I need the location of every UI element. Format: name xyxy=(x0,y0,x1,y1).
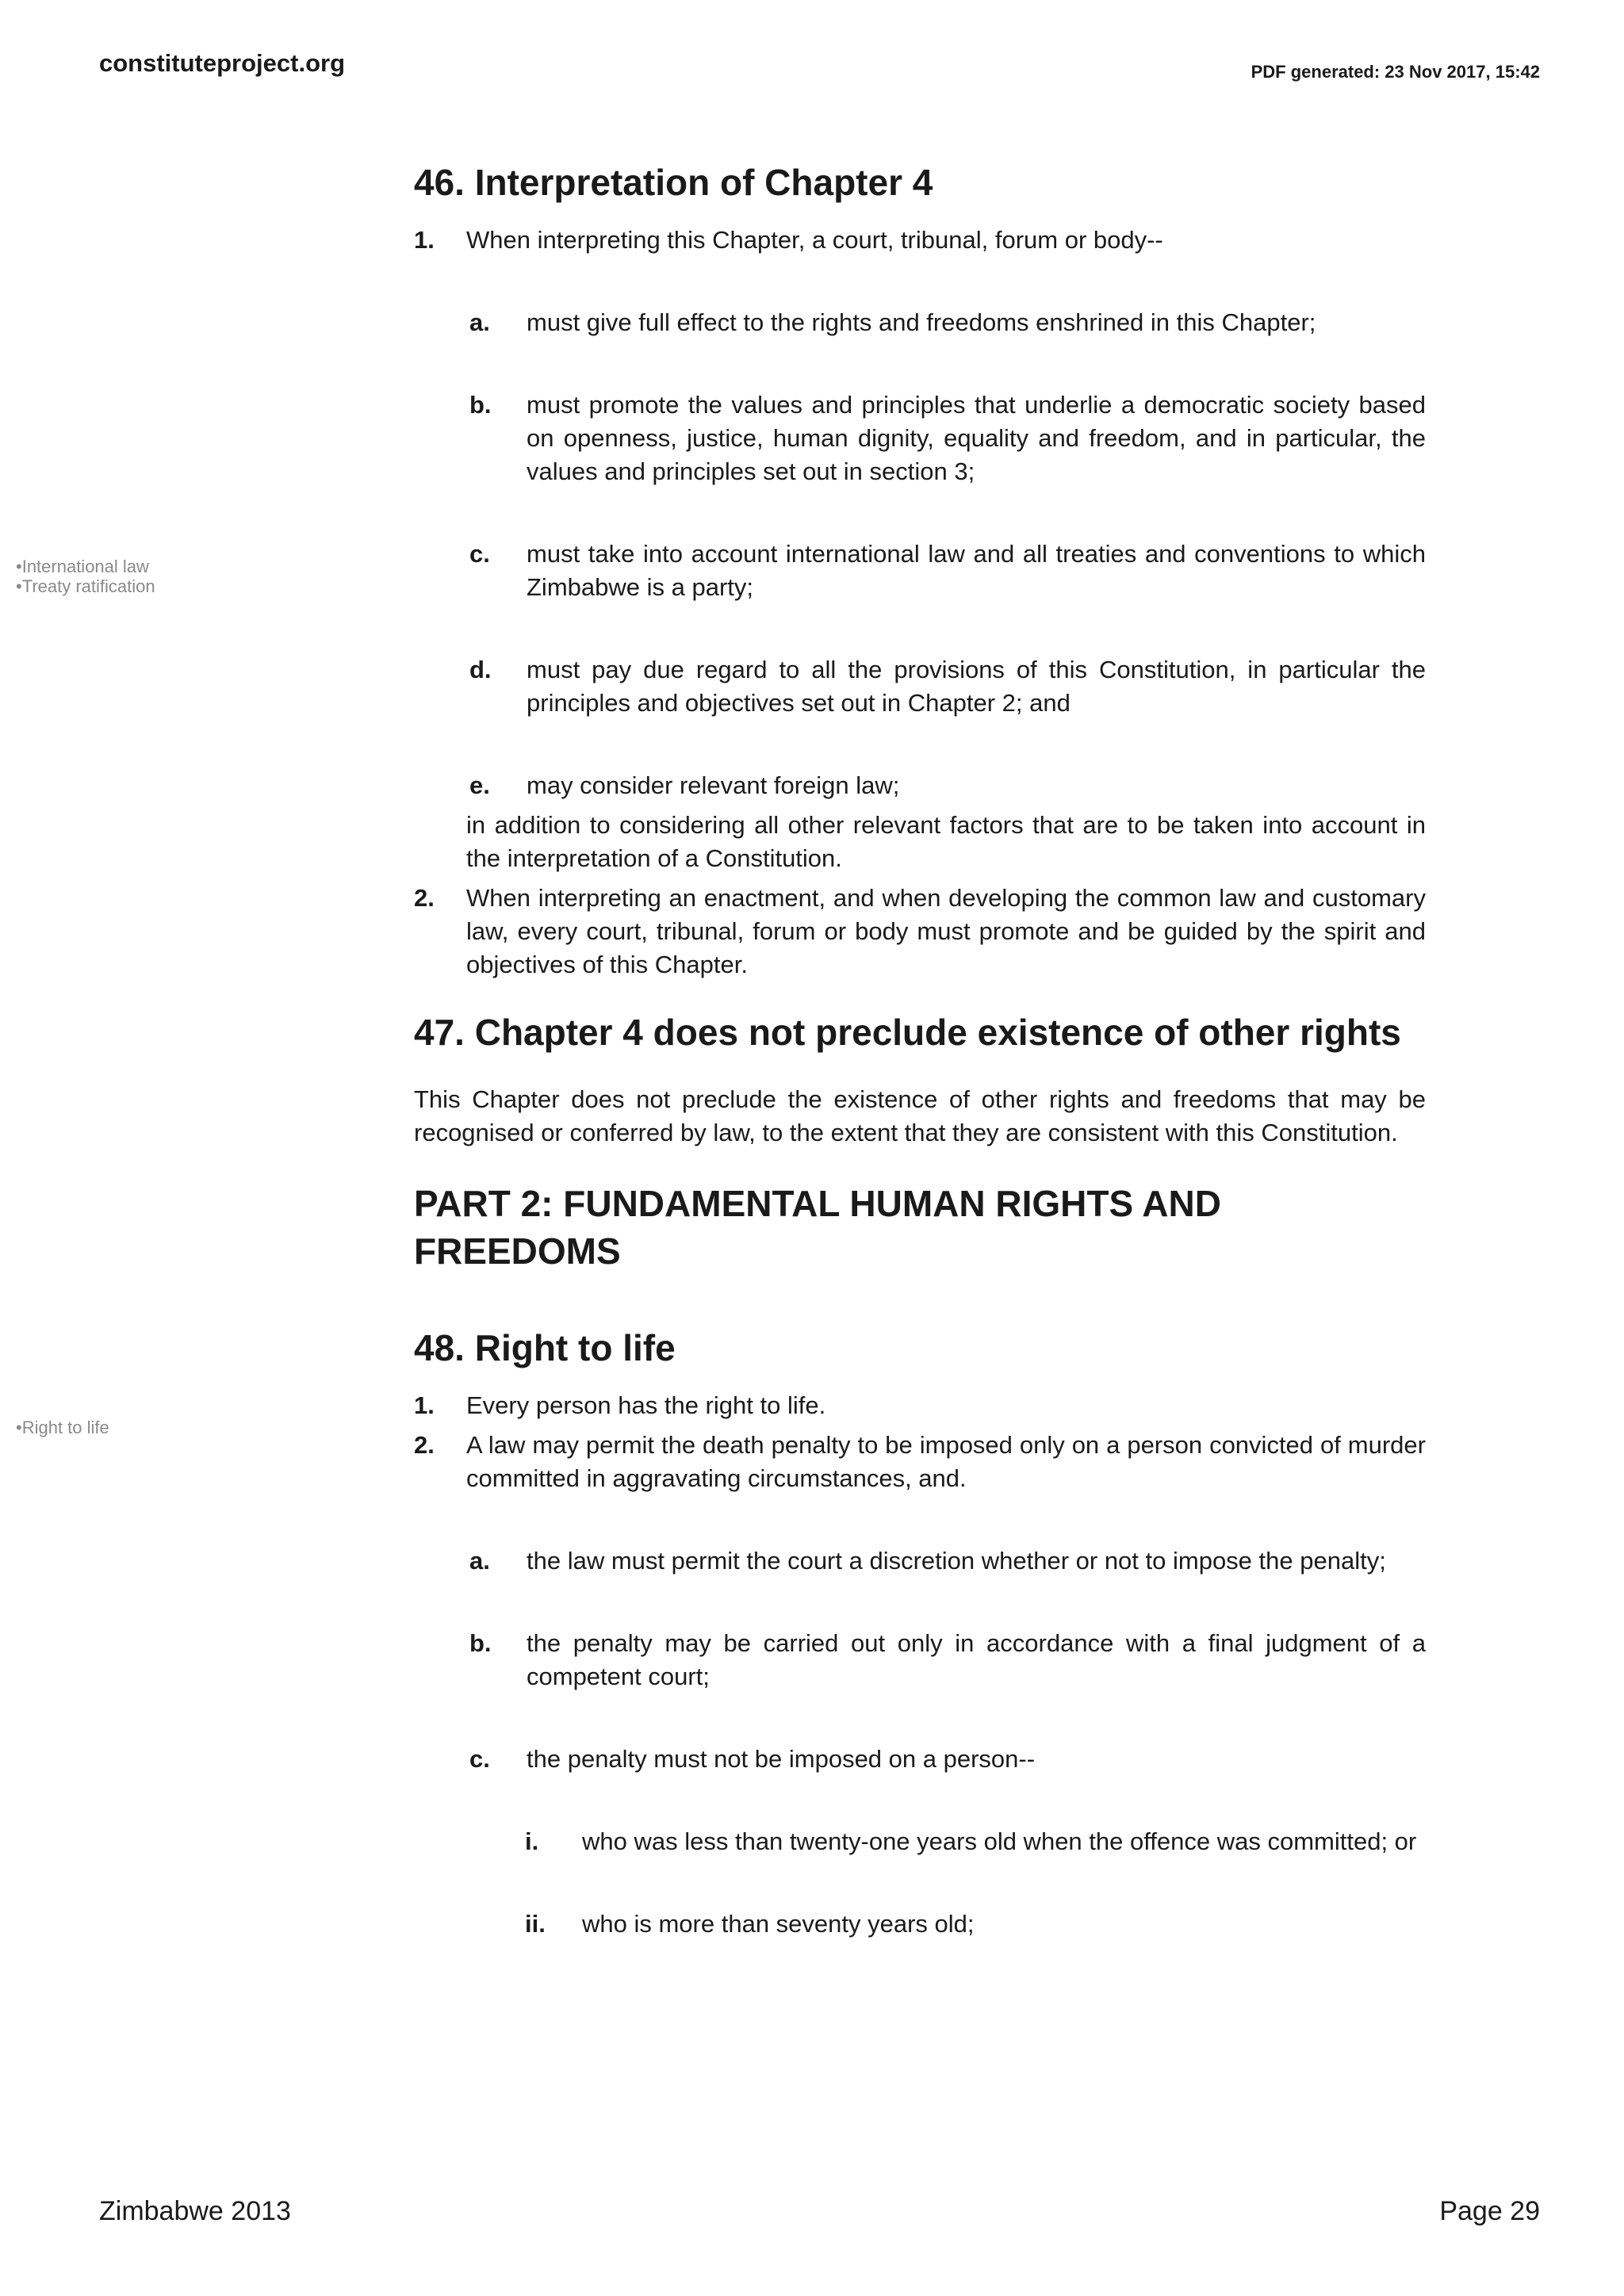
topic-tag[interactable]: • Treaty ratification xyxy=(16,576,155,596)
subclause xyxy=(469,388,1426,488)
subclause-letter: a. xyxy=(469,1547,490,1575)
clause-number: 2. xyxy=(414,884,435,912)
clause-text: A law may permit the death penalty to be imposed only on a person convicted of murder committed in aggravating circumstances, and. xyxy=(466,1431,1426,1492)
subclause-letter: e. xyxy=(469,771,490,799)
footer-page-number: Page 29 xyxy=(1439,2196,1540,2226)
subclause xyxy=(469,1627,1426,1693)
subclause-text: the penalty must not be imposed on a person-- xyxy=(527,1745,1036,1773)
footer-document-title: Zimbabwe 2013 xyxy=(99,2196,291,2226)
clause-text: When interpreting this Chapter, a court, tribunal, forum or body-- xyxy=(466,226,1163,254)
subclause-text: the penalty may be carried out only in accordance with a final judgment of a competent court; xyxy=(527,1629,1426,1690)
clause-text: When interpreting an enactment, and when developing the common law and customary law, every court, tribunal, forum or body must promote and be guided by the spirit and objectives of this Chapter. xyxy=(466,884,1426,978)
section-text: This Chapter does not preclude the existence of other rights and freedoms that may be recognised or conferred by law, to the extent that they are consistent with this Constitution. xyxy=(414,1085,1426,1146)
clause xyxy=(414,1389,1426,1422)
topic-tag[interactable]: • Right to life xyxy=(16,1418,109,1437)
section-heading: 46. Interpretation of Chapter 4 xyxy=(414,162,933,203)
paragraph-text: who is more than seventy years old; xyxy=(582,1910,975,1938)
subclause-letter: b. xyxy=(469,391,492,419)
topic-tags-section-48 xyxy=(16,1418,109,1437)
clause-number: 1. xyxy=(414,1391,435,1419)
clause xyxy=(414,882,1426,982)
subclause-text: must give full effect to the rights and freedoms enshrined in this Chapter; xyxy=(527,308,1316,336)
subclause xyxy=(469,538,1426,604)
subclause-text: must promote the values and principles that underlie a democratic society based on openness, justice, human dignity, equality and freedom, and in particular, the values and principles set out in section 3; xyxy=(527,391,1426,485)
subclause xyxy=(469,306,1426,339)
subclause xyxy=(469,1743,1426,1776)
section-heading: 47. Chapter 4 does not preclude existence of other rights xyxy=(414,1012,1401,1053)
subclause-letter: c. xyxy=(469,1745,490,1773)
paragraph-numeral: i. xyxy=(525,1827,539,1855)
subclause xyxy=(469,769,1426,802)
subclause-text: the law must permit the court a discretion whether or not to impose the penalty; xyxy=(527,1547,1386,1575)
paragraph-numeral: ii. xyxy=(525,1910,546,1938)
site-name: constituteproject.org xyxy=(99,49,346,77)
document-body xyxy=(414,159,1426,1941)
subclause-letter: b. xyxy=(469,1629,492,1657)
clause xyxy=(414,1429,1426,1495)
subclause-letter: c. xyxy=(469,540,490,568)
paragraph-text: who was less than twenty-one years old when the offence was committed; or xyxy=(582,1827,1417,1855)
topic-tag[interactable]: • International law xyxy=(16,557,155,576)
generated-timestamp: PDF generated: 23 Nov 2017, 15:42 xyxy=(1251,62,1540,82)
subclause-letter: a. xyxy=(469,308,490,336)
subclause xyxy=(469,1544,1426,1578)
clause-number: 2. xyxy=(414,1431,435,1459)
clause-text: Every person has the right to life. xyxy=(466,1391,826,1419)
subclause-text: must pay due regard to all the provisions of this Constitution, in particular the principles and objectives set out in Chapter 2; and xyxy=(527,656,1426,717)
clause-number: 1. xyxy=(414,226,435,254)
part-heading: PART 2: FUNDAMENTAL HUMAN RIGHTS AND FREEDOMS xyxy=(414,1183,1221,1272)
subclause xyxy=(469,653,1426,720)
section-heading: 48. Right to life xyxy=(414,1327,676,1368)
topic-tags-section-46 xyxy=(16,557,155,596)
subclause-text: must take into account international law and all treaties and conventions to which Zimbabwe is a party; xyxy=(527,540,1426,601)
paragraph-item xyxy=(525,1825,1426,1858)
subclause-text: may consider relevant foreign law; xyxy=(527,771,900,799)
subclause-letter: d. xyxy=(469,656,492,683)
clause xyxy=(414,224,1426,257)
paragraph-item xyxy=(525,1908,1426,1941)
closing-text: in addition to considering all other relevant factors that are to be taken into account in the interpretation of a Constitution. xyxy=(466,811,1426,872)
